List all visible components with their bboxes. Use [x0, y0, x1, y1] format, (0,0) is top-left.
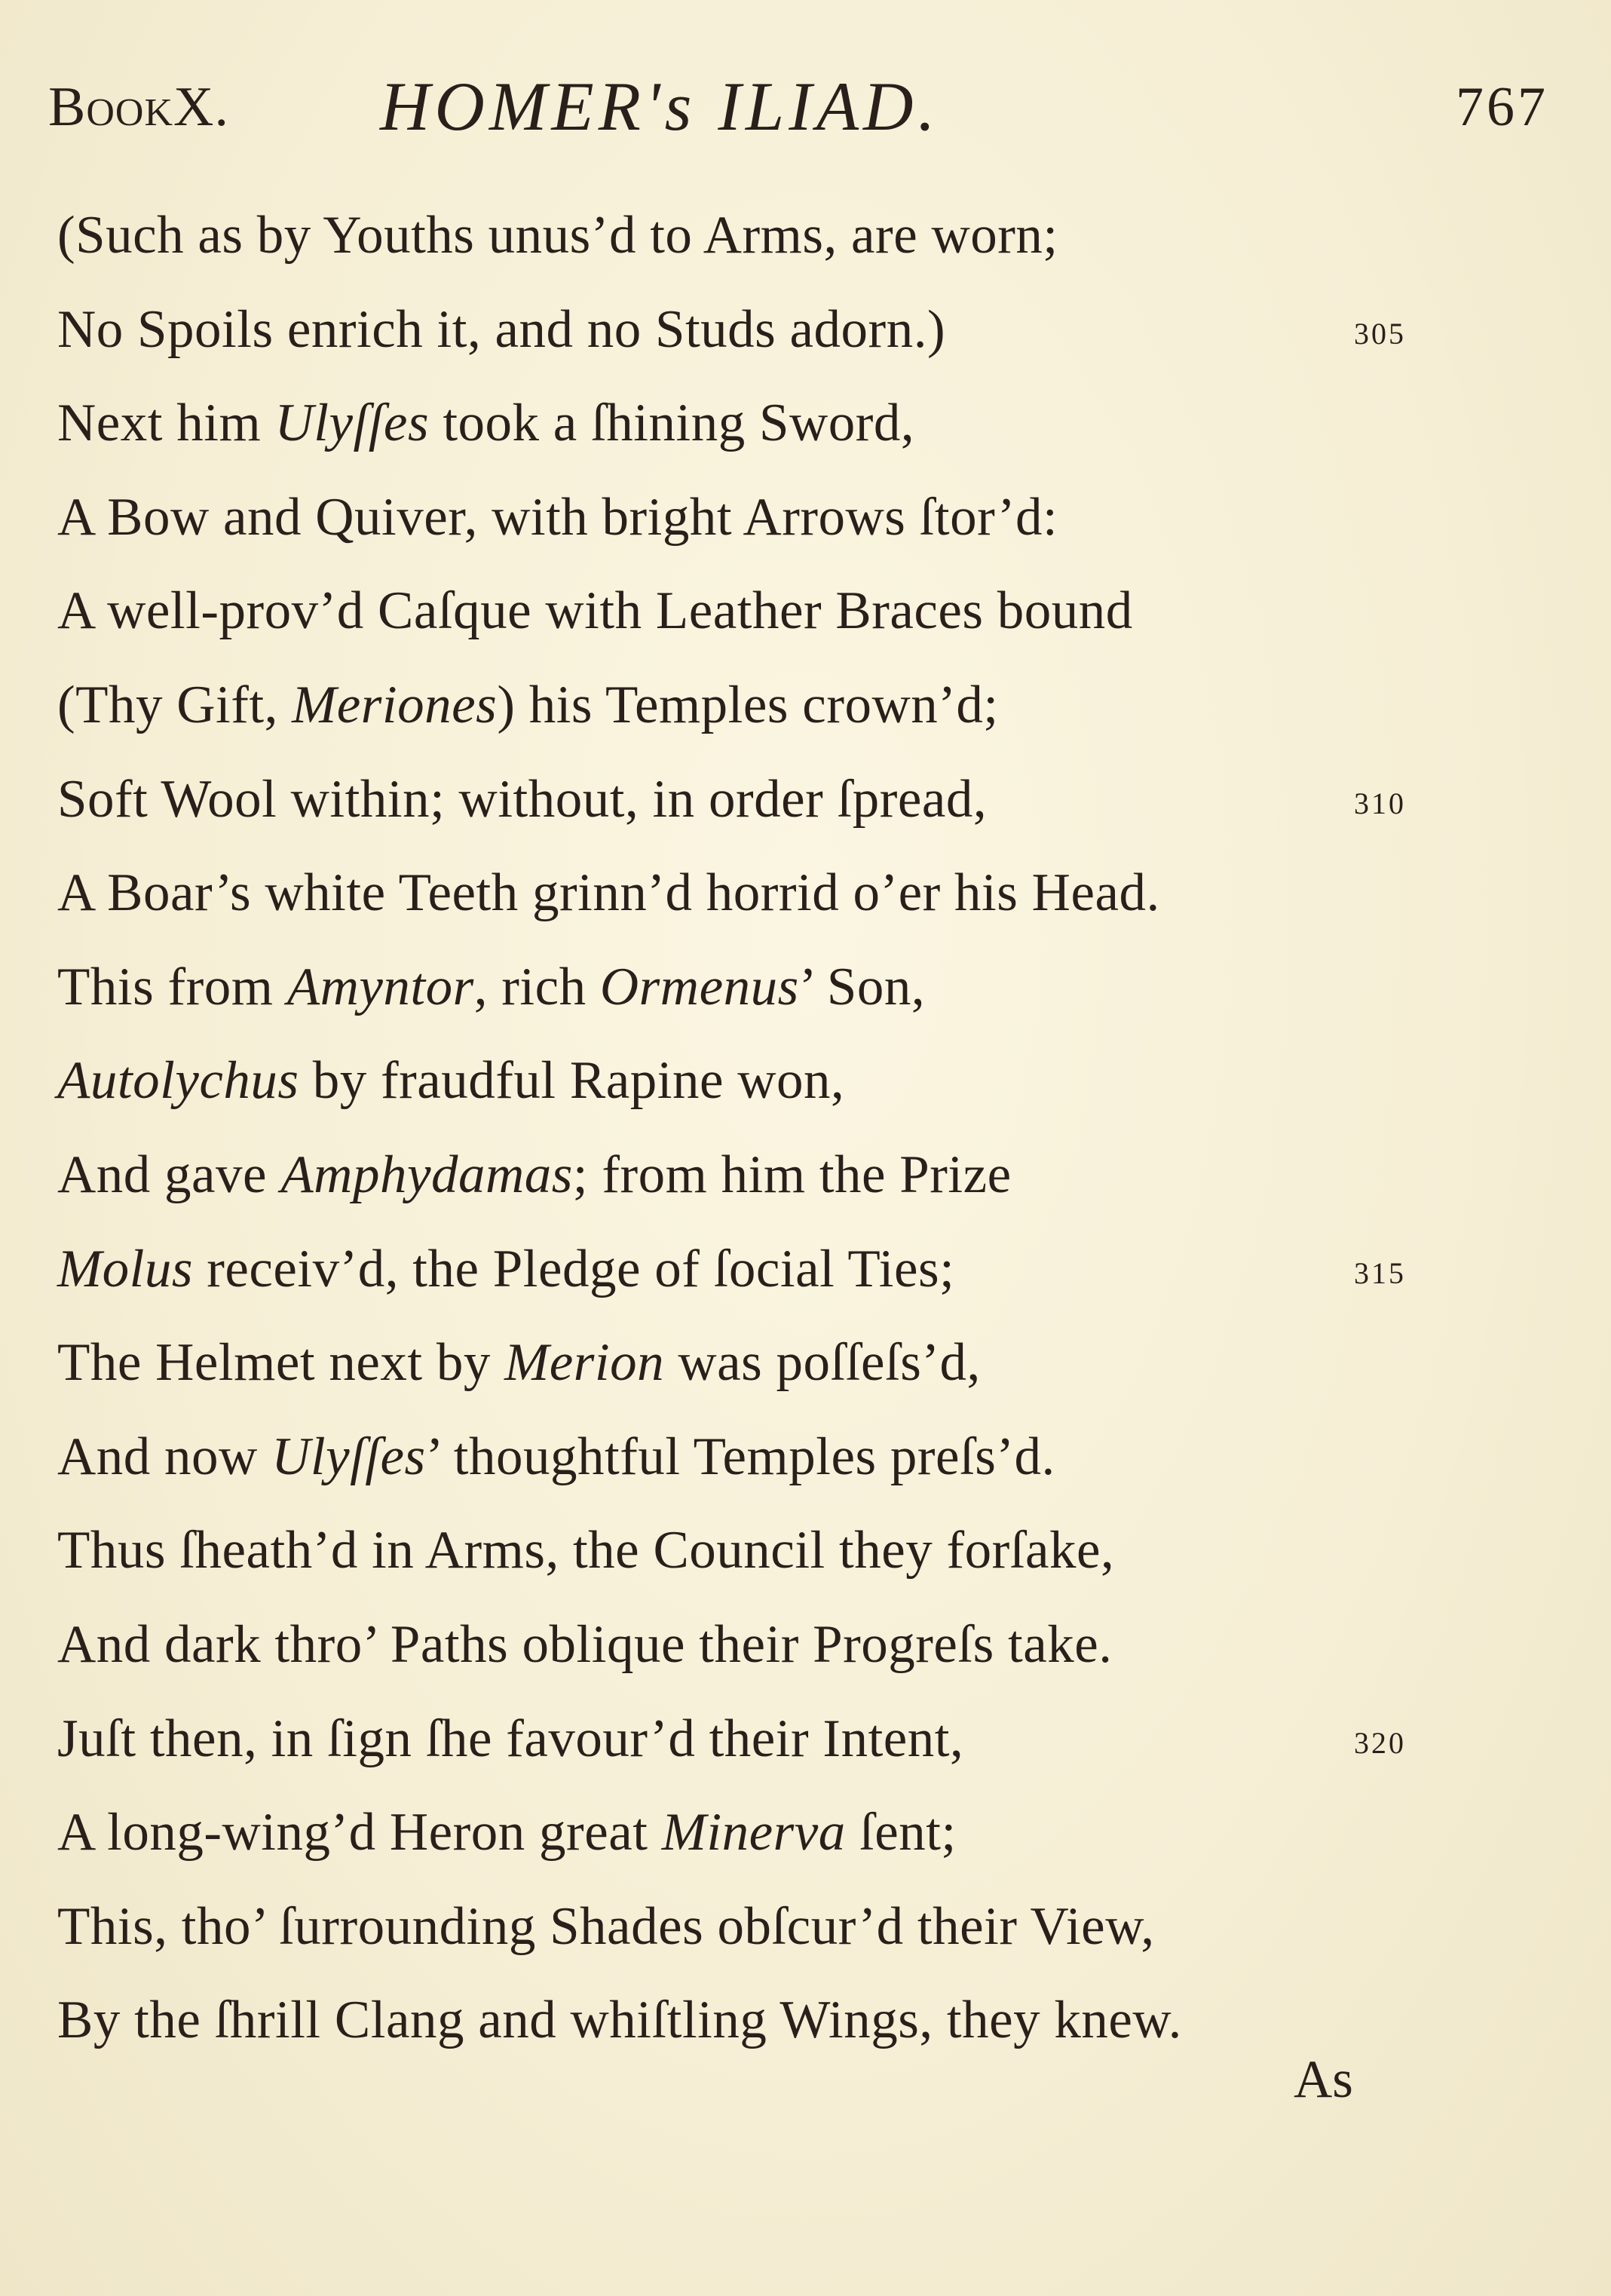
verse-text: Next him — [57, 394, 275, 453]
verse-line — [57, 1598, 1490, 1692]
line-number: 310 — [1354, 786, 1406, 820]
page-number: 767 — [1456, 76, 1548, 138]
book-word: Book — [48, 76, 174, 138]
verse-text: receiv’d, the Pledge of ſocial Ties; — [193, 1239, 955, 1298]
line-number: 315 — [1354, 1255, 1406, 1290]
verse-line — [57, 283, 1490, 377]
verse-text: The Helmet next by — [57, 1333, 505, 1393]
verse-text: And now — [57, 1427, 272, 1486]
italic-name: Amphydamas — [280, 1145, 573, 1204]
line-number: 320 — [1354, 1725, 1406, 1760]
italic-name: Minerva — [661, 1803, 846, 1862]
verse-line — [57, 1410, 1490, 1504]
italic-name: Autolychus — [57, 1051, 299, 1111]
book-label — [48, 75, 229, 139]
italic-name: Merion — [504, 1333, 665, 1393]
verse-text: ſent; — [845, 1803, 957, 1862]
verse-line — [57, 846, 1490, 940]
verse-text: A Bow and Quiver, with bright Arrows ſtor’d: — [57, 487, 1058, 547]
verse-line — [57, 189, 1490, 283]
verse-line — [57, 1316, 1490, 1410]
verse-line — [57, 1786, 1490, 1880]
verse-line — [57, 658, 1490, 753]
line-number: 305 — [1354, 316, 1406, 351]
italic-name: Meriones — [292, 675, 498, 734]
verse-line — [57, 564, 1490, 658]
verse-text: took a ſhining Sword, — [429, 394, 915, 453]
verse-text: (Such as by Youths unus’d to Arms, are worn; — [57, 206, 1058, 265]
verse-line — [57, 376, 1490, 471]
verse-text: by fraudful Rapine won, — [299, 1051, 845, 1111]
verse-line — [57, 940, 1490, 1035]
verse-line — [57, 1504, 1490, 1598]
verse-text: And gave — [57, 1145, 281, 1204]
verse-text: This from — [57, 957, 287, 1016]
verse-text: , rich — [473, 957, 600, 1016]
verse-line — [57, 1880, 1490, 1974]
verse-text: ) his Temples crown’d; — [497, 675, 999, 734]
page-header — [48, 66, 1548, 157]
verse-text: Thus ſheath’d in Arms, the Council they forſake, — [57, 1521, 1115, 1580]
verse-line — [57, 1034, 1490, 1128]
verse-line — [57, 1692, 1490, 1786]
running-title: HOMER's ILIAD. — [380, 68, 940, 145]
verse-line — [57, 1222, 1490, 1317]
italic-name: Ulyſſes — [271, 1427, 426, 1486]
verse-text: ; from him the Prize — [572, 1145, 1012, 1204]
book-number: X. — [173, 76, 229, 138]
verse-text: (Thy Gift, — [57, 675, 292, 734]
verse-text: ’ thoughtful Temples preſs’d. — [425, 1427, 1055, 1486]
verse-text: A well-prov’d Caſque with Leather Braces bound — [57, 581, 1133, 641]
verse-text: was poſſeſs’d, — [664, 1333, 981, 1393]
catchword: As — [1294, 2050, 1353, 2109]
verse-line — [57, 471, 1490, 565]
verse-text: And dark thro’ Paths oblique their Progreſs take. — [57, 1614, 1113, 1674]
verse-text: A Boar’s white Teeth grinn’d horrid o’er his Head. — [57, 863, 1160, 923]
verse-text: Juſt then, in ſign ſhe favour’d their Intent, — [57, 1709, 964, 1768]
verse-text: By the ſhrill Clang and whiſtling Wings, they knew. — [57, 1991, 1182, 2050]
verse-text: No Spoils enrich it, and no Studs adorn.) — [57, 299, 946, 359]
italic-name: Amyntor — [286, 957, 474, 1016]
verse-line — [57, 753, 1490, 847]
verse-line — [57, 1973, 1490, 2068]
italic-name: Ulyſſes — [274, 394, 430, 453]
verse-text: ’ Son, — [798, 957, 926, 1016]
verse-text: This, tho’ ſurrounding Shades obſcur’d their View, — [57, 1896, 1155, 1956]
italic-name: Ormenus — [599, 957, 799, 1016]
verse-line — [57, 1128, 1490, 1222]
verse-block — [57, 189, 1490, 2068]
italic-name: Molus — [57, 1239, 193, 1298]
verse-text: Soft Wool within; without, in order ſpread, — [57, 769, 988, 829]
verse-text: A long-wing’d Heron great — [57, 1803, 662, 1862]
